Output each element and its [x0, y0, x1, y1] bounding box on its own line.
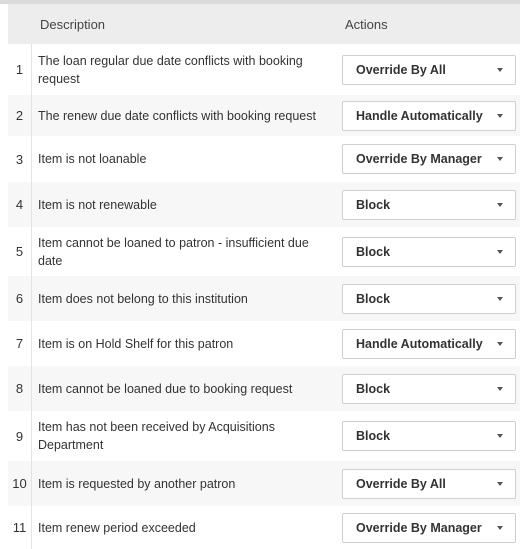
- table-row: [8, 95, 520, 136]
- action-select-value: Block: [356, 291, 391, 306]
- action-select-value: Override By Manager: [356, 520, 482, 535]
- row-number: 5: [8, 227, 32, 276]
- row-actions-cell: [338, 421, 520, 451]
- table-row: [8, 276, 520, 321]
- conflict-actions-table: [8, 4, 520, 549]
- header-num: [8, 4, 32, 44]
- chevron-down-icon: [497, 250, 503, 254]
- table-row: [8, 506, 520, 549]
- row-number: 2: [8, 95, 32, 136]
- chevron-down-icon: [497, 203, 503, 207]
- table-row: [8, 227, 520, 276]
- chevron-down-icon: [497, 482, 503, 486]
- table-row: [8, 461, 520, 506]
- row-actions-cell: [338, 101, 520, 131]
- row-description: Item is requested by another patron: [38, 476, 236, 491]
- chevron-down-icon: [497, 387, 503, 391]
- action-select[interactable]: [342, 329, 516, 359]
- action-select[interactable]: [342, 55, 516, 85]
- row-actions-cell: [338, 237, 520, 267]
- action-select-value: Override By All: [356, 476, 446, 491]
- row-number: 7: [8, 321, 32, 366]
- row-number: 9: [8, 411, 32, 461]
- chevron-down-icon: [497, 434, 503, 438]
- row-description: Item cannot be loaned due to booking request: [38, 381, 293, 396]
- row-number: 1: [8, 44, 32, 95]
- chevron-down-icon: [497, 157, 503, 161]
- action-select[interactable]: [342, 190, 516, 220]
- action-select[interactable]: [342, 374, 516, 404]
- table-row: [8, 321, 520, 366]
- table-row: [8, 182, 520, 227]
- table-row: [8, 366, 520, 411]
- action-select[interactable]: [342, 513, 516, 543]
- row-description: Item is not loanable: [38, 152, 147, 166]
- action-select-value: Block: [356, 197, 391, 212]
- table-body: [8, 44, 520, 549]
- chevron-down-icon: [497, 526, 503, 530]
- action-select-value: Override By Manager: [356, 152, 482, 166]
- row-actions-cell: [338, 190, 520, 220]
- row-actions-cell: [338, 513, 520, 543]
- row-description: Item renew period exceeded: [38, 520, 196, 535]
- row-number: 6: [8, 276, 32, 321]
- table-row: [8, 136, 520, 182]
- table-row: [8, 44, 520, 95]
- action-select[interactable]: [342, 284, 516, 314]
- header-actions: Actions: [345, 16, 388, 32]
- row-description: Item has not been received by Acquisitions Department: [38, 420, 275, 452]
- row-description: Item does not belong to this institution: [38, 291, 248, 306]
- row-number: 8: [8, 366, 32, 411]
- row-actions-cell: [338, 329, 520, 359]
- action-select[interactable]: [342, 144, 516, 174]
- action-select-value: Handle Automatically: [356, 336, 483, 351]
- action-select[interactable]: [342, 101, 516, 131]
- header-description: Description: [40, 16, 106, 32]
- table-header: [8, 4, 520, 44]
- row-number: 10: [8, 461, 32, 506]
- row-number: 3: [8, 136, 32, 182]
- chevron-down-icon: [497, 342, 503, 346]
- chevron-down-icon: [497, 297, 503, 301]
- chevron-down-icon: [497, 114, 503, 118]
- table-row: [8, 411, 520, 461]
- row-actions-cell: [338, 55, 520, 85]
- row-number: 4: [8, 182, 32, 227]
- row-actions-cell: [338, 284, 520, 314]
- row-actions-cell: [338, 469, 520, 499]
- action-select[interactable]: [342, 237, 516, 267]
- row-description: Item is not renewable: [38, 197, 157, 212]
- row-description: The loan regular due date conflicts with booking request: [38, 53, 303, 86]
- row-description: Item cannot be loaned to patron - insufficient due date: [38, 235, 309, 268]
- action-select-value: Block: [356, 429, 391, 443]
- row-description: Item is on Hold Shelf for this patron: [38, 336, 234, 351]
- row-number: 11: [8, 506, 32, 549]
- action-select-value: Block: [356, 244, 391, 259]
- action-select-value: Block: [356, 381, 391, 396]
- row-description: The renew due date conflicts with booking request: [38, 108, 316, 123]
- row-actions-cell: [338, 374, 520, 404]
- action-select-value: Handle Automatically: [356, 108, 483, 123]
- action-select[interactable]: [342, 421, 516, 451]
- chevron-down-icon: [497, 68, 503, 72]
- action-select[interactable]: [342, 469, 516, 499]
- row-actions-cell: [338, 144, 520, 174]
- action-select-value: Override By All: [356, 62, 446, 77]
